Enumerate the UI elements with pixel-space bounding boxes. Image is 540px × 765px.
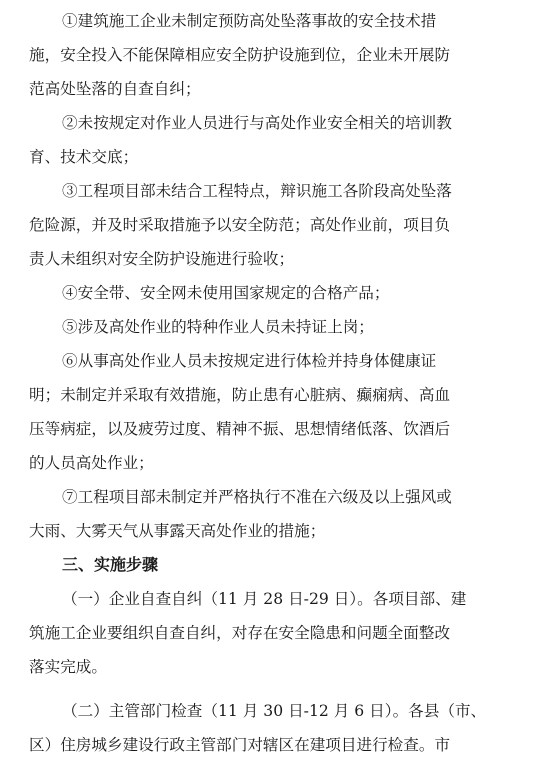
text-line: （一）企业自查自纠（11 月 28 日-29 日）。各项目部、建 xyxy=(62,590,467,608)
text-line: 的人员高处作业； xyxy=(29,454,154,472)
text-line: ①建筑施工企业未制定预防高处坠落事故的安全技术措 xyxy=(62,12,437,30)
section-heading: 三、实施步骤 xyxy=(62,555,159,574)
text-line: 大雨、大雾天气从事露天高处作业的措施； xyxy=(29,522,326,540)
text-line: ⑦工程项目部未制定并严格执行不准在六级及以上强风或 xyxy=(62,488,452,506)
text-line: 筑施工企业要组织自查自纠，对存在安全隐患和问题全面整改 xyxy=(29,624,451,642)
text-line: 责人未组织对安全防护设施进行验收； xyxy=(29,250,295,268)
text-line: 落实完成。 xyxy=(29,658,107,676)
text-line: 范高处坠落的自查自纠； xyxy=(29,80,201,98)
text-line: 施，安全投入不能保障相应安全防护设施到位，企业未开展防 xyxy=(29,46,451,64)
text-line: ⑤涉及高处作业的特种作业人员未持证上岗； xyxy=(62,318,374,336)
text-line: ③工程项目部未结合工程特点，辩识施工各阶段高处坠落 xyxy=(62,182,452,200)
text-line: ④安全带、安全网未使用国家规定的合格产品； xyxy=(62,284,390,302)
text-line: 危险源，并及时采取措施予以安全防范；高处作业前，项目负 xyxy=(29,216,451,234)
text-line: 育、技术交底； xyxy=(29,148,139,166)
text-line: （二）主管部门检查（11 月 30 日-12 月 6 日）。各县（市、 xyxy=(62,702,487,720)
text-line: 明；未制定并采取有效措施，防止患有心脏病、癫痫病、高血 xyxy=(29,386,451,404)
text-line: 压等病症，以及疲劳过度、精神不振、思想情绪低落、饮酒后 xyxy=(29,420,451,438)
text-line: 区）住房城乡建设行政主管部门对辖区在建项目进行检查。市 xyxy=(29,736,451,754)
text-line: ②未按规定对作业人员进行与高处作业安全相关的培训教 xyxy=(62,114,452,132)
text-line: ⑥从事高处作业人员未按规定进行体检并持身体健康证 xyxy=(62,352,437,370)
